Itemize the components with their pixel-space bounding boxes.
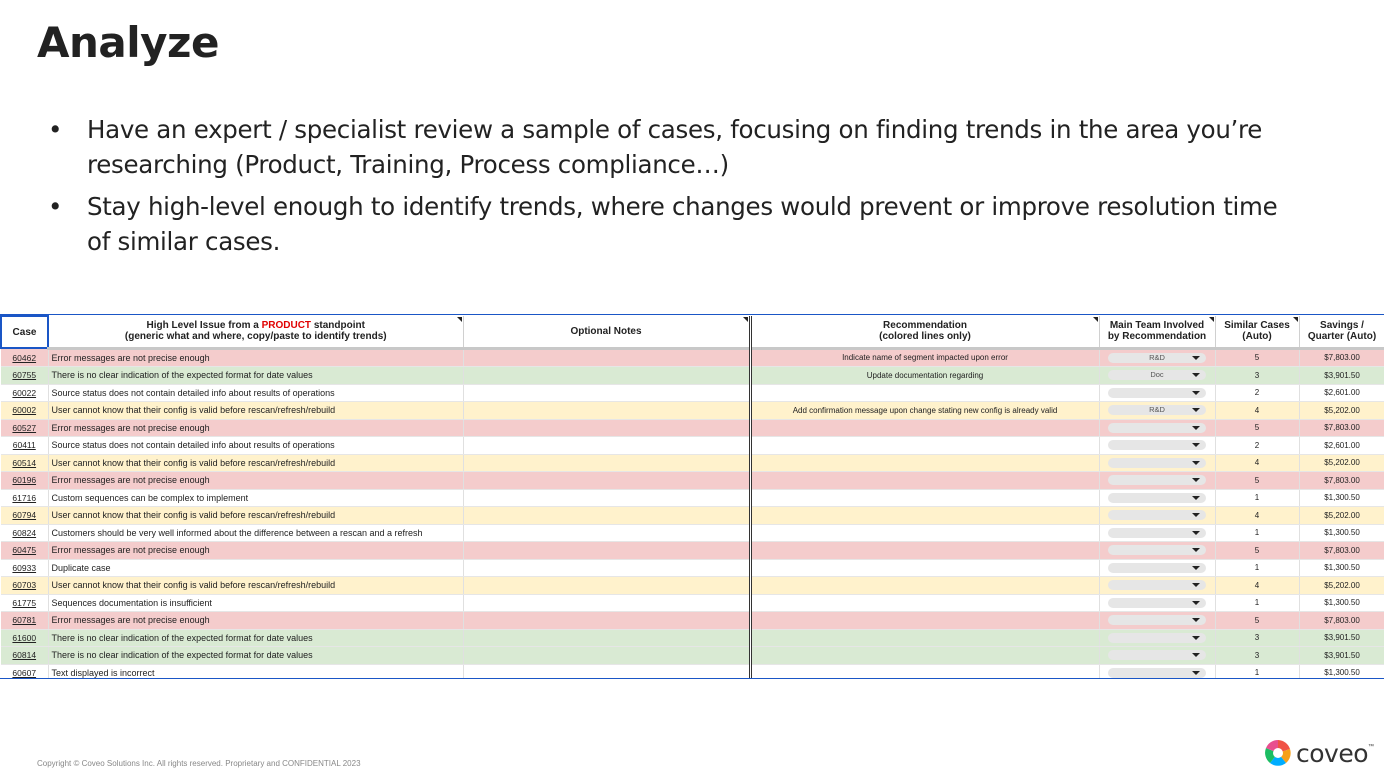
notes-cell[interactable] [463, 454, 750, 472]
recommendation-cell[interactable] [750, 472, 1099, 490]
case-cell[interactable]: 60781 [1, 612, 48, 630]
header-recommendation[interactable] [750, 316, 1099, 348]
table-row[interactable] [1, 629, 1384, 647]
savings-cell: $5,202.00 [1299, 402, 1384, 420]
similar-cases-cell: 3 [1215, 629, 1299, 647]
recommendation-cell[interactable] [750, 507, 1099, 525]
savings-cell: $5,202.00 [1299, 507, 1384, 525]
team-dropdown-value: R&D [1149, 352, 1165, 362]
issue-cell[interactable]: Error messages are not precise enough [48, 472, 463, 490]
bullet-dot: • [48, 115, 63, 144]
team-dropdown[interactable] [1108, 458, 1206, 468]
dropdown-arrow-icon[interactable] [1192, 636, 1200, 640]
team-dropdown[interactable] [1108, 405, 1206, 415]
team-dropdown[interactable] [1108, 510, 1206, 520]
dropdown-arrow-icon[interactable] [1192, 426, 1200, 430]
bullet-dot: • [48, 192, 63, 221]
team-dropdown[interactable] [1108, 528, 1206, 538]
bullet-item [48, 112, 1298, 182]
similar-cases-cell: 1 [1215, 559, 1299, 577]
issue-cell[interactable]: Error messages are not precise enough [48, 348, 463, 367]
savings-cell: $7,803.00 [1299, 542, 1384, 560]
savings-cell: $7,803.00 [1299, 472, 1384, 490]
issue-cell[interactable]: User cannot know that their config is valid before rescan/refresh/rebuild [48, 507, 463, 525]
recommendation-cell[interactable] [750, 437, 1099, 455]
dropdown-arrow-icon[interactable] [1192, 461, 1200, 465]
dropdown-arrow-icon[interactable] [1192, 618, 1200, 622]
header-savings-line2: Quarter (Auto) [1307, 331, 1377, 343]
dropdown-arrow-icon[interactable] [1192, 548, 1200, 552]
issue-cell[interactable]: Source status does not contain detailed info about results of operations [48, 384, 463, 402]
similar-cases-cell: 5 [1215, 612, 1299, 630]
team-dropdown[interactable] [1108, 370, 1206, 380]
table-row[interactable] [1, 647, 1384, 665]
recommendation-cell[interactable] [750, 419, 1099, 437]
trademark-symbol: ™ [1368, 744, 1375, 750]
similar-cases-cell: 5 [1215, 472, 1299, 490]
recommendation-cell[interactable] [750, 647, 1099, 665]
table-row[interactable] [1, 559, 1384, 577]
savings-cell: $1,300.50 [1299, 489, 1384, 507]
issue-cell[interactable]: User cannot know that their config is valid before rescan/refresh/rebuild [48, 577, 463, 595]
team-cell[interactable] [1099, 542, 1215, 560]
issue-cell[interactable]: Error messages are not precise enough [48, 542, 463, 560]
table-header-row [1, 316, 1384, 348]
issue-cell[interactable]: Sequences documentation is insufficient [48, 594, 463, 612]
issue-cell[interactable]: User cannot know that their config is valid before rescan/refresh/rebuild [48, 454, 463, 472]
team-cell[interactable] [1099, 629, 1215, 647]
similar-cases-cell: 3 [1215, 647, 1299, 665]
savings-cell: $5,202.00 [1299, 577, 1384, 595]
issue-cell[interactable]: Error messages are not precise enough [48, 612, 463, 630]
header-issue-post: standpoint [311, 320, 365, 332]
table-row[interactable] [1, 489, 1384, 507]
savings-cell: $7,803.00 [1299, 419, 1384, 437]
header-rec-line2: (colored lines only) [879, 331, 971, 343]
header-savings[interactable] [1299, 316, 1384, 348]
similar-cases-cell: 1 [1215, 664, 1299, 679]
case-cell[interactable]: 60527 [1, 419, 48, 437]
case-cell[interactable]: 60475 [1, 542, 48, 560]
notes-cell[interactable] [463, 367, 750, 385]
dropdown-arrow-icon[interactable] [1192, 443, 1200, 447]
header-rec-line1: Recommendation [883, 320, 967, 332]
header-similar-line2: (Auto) [1242, 331, 1272, 343]
team-cell[interactable] [1099, 437, 1215, 455]
case-cell[interactable]: 61600 [1, 629, 48, 647]
team-dropdown[interactable] [1108, 493, 1206, 503]
case-cell[interactable]: 60514 [1, 454, 48, 472]
issue-cell[interactable]: Duplicate case [48, 559, 463, 577]
dropdown-arrow-icon[interactable] [1192, 391, 1200, 395]
savings-cell: $1,300.50 [1299, 664, 1384, 679]
table-row[interactable] [1, 472, 1384, 490]
case-cell[interactable]: 60411 [1, 437, 48, 455]
spreadsheet [0, 314, 1384, 679]
case-cell[interactable]: 60933 [1, 559, 48, 577]
savings-cell: $3,901.50 [1299, 367, 1384, 385]
header-savings-line1: Savings / [1320, 320, 1364, 332]
team-cell[interactable] [1099, 419, 1215, 437]
savings-cell: $1,300.50 [1299, 559, 1384, 577]
dropdown-arrow-icon[interactable] [1192, 653, 1200, 657]
similar-cases-cell: 2 [1215, 437, 1299, 455]
notes-cell[interactable] [463, 507, 750, 525]
bullet-list [48, 112, 1298, 266]
header-notes-label: Optional Notes [570, 325, 642, 337]
team-dropdown[interactable] [1108, 598, 1206, 608]
issue-cell[interactable]: Custom sequences can be complex to implement [48, 489, 463, 507]
recommendation-cell[interactable] [750, 577, 1099, 595]
team-dropdown[interactable] [1108, 580, 1206, 590]
bullet-item [48, 189, 1298, 259]
table-row[interactable] [1, 419, 1384, 437]
savings-cell: $2,601.00 [1299, 384, 1384, 402]
recommendation-cell[interactable]: Update documentation regarding [750, 367, 1099, 385]
notes-cell[interactable] [463, 524, 750, 542]
header-similar-line1: Similar Cases [1224, 320, 1290, 332]
filter-triangle-icon [743, 317, 748, 322]
notes-cell[interactable] [463, 348, 750, 367]
notes-cell[interactable] [463, 402, 750, 420]
case-cell[interactable]: 60462 [1, 348, 48, 367]
savings-cell: $1,300.50 [1299, 524, 1384, 542]
team-dropdown[interactable] [1108, 388, 1206, 398]
recommendation-cell[interactable] [750, 612, 1099, 630]
table-row[interactable] [1, 402, 1384, 420]
team-cell[interactable] [1099, 402, 1215, 420]
table-body [1, 348, 1384, 679]
table-row[interactable] [1, 542, 1384, 560]
dropdown-arrow-icon[interactable] [1192, 566, 1200, 570]
filter-triangle-icon [1209, 317, 1214, 322]
filter-triangle-icon [457, 317, 462, 322]
issue-cell[interactable]: There is no clear indication of the expected format for date values [48, 367, 463, 385]
team-cell[interactable] [1099, 559, 1215, 577]
team-dropdown[interactable] [1108, 440, 1206, 450]
case-cell[interactable]: 60794 [1, 507, 48, 525]
notes-cell[interactable] [463, 489, 750, 507]
recommendation-cell[interactable] [750, 542, 1099, 560]
case-cell[interactable]: 60607 [1, 664, 48, 679]
case-cell[interactable]: 61775 [1, 594, 48, 612]
team-dropdown-value: R&D [1149, 405, 1165, 415]
notes-cell[interactable] [463, 437, 750, 455]
case-cell[interactable]: 60196 [1, 472, 48, 490]
team-dropdown[interactable] [1108, 650, 1206, 660]
header-case[interactable]: Case [1, 316, 48, 348]
dropdown-arrow-icon[interactable] [1192, 373, 1200, 377]
notes-cell[interactable] [463, 629, 750, 647]
notes-cell[interactable] [463, 577, 750, 595]
team-cell[interactable] [1099, 507, 1215, 525]
case-cell[interactable]: 60824 [1, 524, 48, 542]
slide-title: Analyze [37, 18, 219, 67]
recommendation-cell[interactable] [750, 489, 1099, 507]
team-cell[interactable] [1099, 384, 1215, 402]
table-row[interactable] [1, 437, 1384, 455]
notes-cell[interactable] [463, 419, 750, 437]
case-cell[interactable]: 61716 [1, 489, 48, 507]
team-cell[interactable] [1099, 594, 1215, 612]
coveo-logo [1264, 738, 1374, 768]
notes-cell[interactable] [463, 594, 750, 612]
issue-cell[interactable]: Error messages are not precise enough [48, 419, 463, 437]
filter-triangle-icon [1093, 317, 1098, 322]
dropdown-arrow-icon[interactable] [1192, 356, 1200, 360]
case-cell[interactable]: 60002 [1, 402, 48, 420]
team-dropdown-value: Doc [1150, 370, 1164, 380]
team-dropdown[interactable] [1108, 423, 1206, 433]
dropdown-arrow-icon[interactable] [1192, 601, 1200, 605]
table-row[interactable] [1, 367, 1384, 385]
recommendation-cell[interactable]: Add confirmation message upon change stating new config is already valid [750, 402, 1099, 420]
team-dropdown[interactable] [1108, 615, 1206, 625]
notes-cell[interactable] [463, 612, 750, 630]
recommendation-cell[interactable] [750, 384, 1099, 402]
issue-cell[interactable]: Customers should be very well informed about the difference between a rescan and a refresh [48, 524, 463, 542]
table-row[interactable] [1, 384, 1384, 402]
table-row[interactable] [1, 348, 1384, 367]
notes-cell[interactable] [463, 647, 750, 665]
copyright-notice: Copyright © Coveo Solutions Inc. All rights reserved. Proprietary and CONFIDENTIAL 2023 [37, 759, 361, 768]
dropdown-arrow-icon[interactable] [1192, 496, 1200, 500]
recommendation-cell[interactable] [750, 664, 1099, 679]
similar-cases-cell: 4 [1215, 507, 1299, 525]
issue-cell[interactable]: User cannot know that their config is valid before rescan/refresh/rebuild [48, 402, 463, 420]
team-cell[interactable] [1099, 367, 1215, 385]
savings-cell: $7,803.00 [1299, 348, 1384, 367]
table-row[interactable] [1, 454, 1384, 472]
header-notes[interactable] [463, 316, 750, 348]
team-dropdown[interactable] [1108, 475, 1206, 485]
table-row[interactable] [1, 664, 1384, 679]
savings-cell: $7,803.00 [1299, 612, 1384, 630]
team-cell[interactable] [1099, 472, 1215, 490]
issue-cell[interactable]: Source status does not contain detailed info about results of operations [48, 437, 463, 455]
dropdown-arrow-icon[interactable] [1192, 513, 1200, 517]
recommendation-cell[interactable] [750, 559, 1099, 577]
similar-cases-cell: 5 [1215, 419, 1299, 437]
similar-cases-cell: 4 [1215, 577, 1299, 595]
header-similar-cases[interactable] [1215, 316, 1299, 348]
notes-cell[interactable] [463, 472, 750, 490]
table-row[interactable] [1, 524, 1384, 542]
dropdown-arrow-icon[interactable] [1192, 478, 1200, 482]
header-issue-pre: High Level Issue from a [146, 320, 262, 332]
table-row[interactable] [1, 612, 1384, 630]
header-issue-product: PRODUCT [261, 320, 312, 332]
team-dropdown[interactable] [1108, 545, 1206, 555]
notes-cell[interactable] [463, 384, 750, 402]
header-team-line2: by Recommendation [1107, 331, 1207, 343]
dropdown-arrow-icon[interactable] [1192, 583, 1200, 587]
team-cell[interactable] [1099, 647, 1215, 665]
savings-cell: $3,901.50 [1299, 647, 1384, 665]
table-row[interactable] [1, 507, 1384, 525]
recommendation-cell[interactable] [750, 454, 1099, 472]
team-dropdown[interactable] [1108, 668, 1206, 678]
similar-cases-cell: 3 [1215, 367, 1299, 385]
dropdown-arrow-icon[interactable] [1192, 671, 1200, 675]
case-cell[interactable]: 60755 [1, 367, 48, 385]
team-cell[interactable] [1099, 524, 1215, 542]
header-team-line1: Main Team Involved [1109, 320, 1205, 332]
case-cell[interactable]: 60703 [1, 577, 48, 595]
header-issue[interactable] [48, 316, 463, 348]
team-cell[interactable] [1099, 577, 1215, 595]
similar-cases-cell: 2 [1215, 384, 1299, 402]
team-dropdown[interactable] [1108, 633, 1206, 643]
notes-cell[interactable] [463, 542, 750, 560]
issue-cell[interactable]: There is no clear indication of the expected format for date values [48, 647, 463, 665]
savings-cell: $1,300.50 [1299, 594, 1384, 612]
similar-cases-cell: 1 [1215, 489, 1299, 507]
coveo-logo-text: coveo [1296, 738, 1369, 768]
similar-cases-cell: 1 [1215, 524, 1299, 542]
filter-triangle-icon [1293, 317, 1298, 322]
savings-cell: $2,601.00 [1299, 437, 1384, 455]
recommendation-cell[interactable]: Indicate name of segment impacted upon error [750, 348, 1099, 367]
savings-cell: $5,202.00 [1299, 454, 1384, 472]
team-dropdown[interactable] [1108, 353, 1206, 363]
dropdown-arrow-icon[interactable] [1192, 408, 1200, 412]
recommendation-cell[interactable] [750, 629, 1099, 647]
table-row[interactable] [1, 577, 1384, 595]
notes-cell[interactable] [463, 559, 750, 577]
savings-cell: $3,901.50 [1299, 629, 1384, 647]
bullet-text: Stay high-level enough to identify trends, where changes would prevent or improve resolution time of similar cases. [87, 192, 1278, 256]
similar-cases-cell: 5 [1215, 542, 1299, 560]
case-cell[interactable]: 60022 [1, 384, 48, 402]
recommendation-cell[interactable] [750, 594, 1099, 612]
dropdown-arrow-icon[interactable] [1192, 531, 1200, 535]
team-cell[interactable] [1099, 489, 1215, 507]
similar-cases-cell: 5 [1215, 348, 1299, 367]
team-cell[interactable] [1099, 664, 1215, 679]
team-cell[interactable] [1099, 348, 1215, 367]
issue-cell[interactable]: Text displayed is incorrect [48, 664, 463, 679]
case-review-table [0, 315, 1384, 679]
recommendation-cell[interactable] [750, 524, 1099, 542]
notes-cell[interactable] [463, 664, 750, 679]
issue-cell[interactable]: There is no clear indication of the expected format for date values [48, 629, 463, 647]
header-issue-sub: (generic what and where, copy/paste to identify trends) [124, 331, 387, 343]
case-cell[interactable]: 60814 [1, 647, 48, 665]
team-cell[interactable] [1099, 612, 1215, 630]
header-team[interactable] [1099, 316, 1215, 348]
team-cell[interactable] [1099, 454, 1215, 472]
coveo-logo-icon [1264, 739, 1292, 767]
similar-cases-cell: 4 [1215, 454, 1299, 472]
similar-cases-cell: 4 [1215, 402, 1299, 420]
table-row[interactable] [1, 594, 1384, 612]
similar-cases-cell: 1 [1215, 594, 1299, 612]
bullet-text: Have an expert / specialist review a sample of cases, focusing on finding trends in the area you’re researching (Product, Training, Process compliance…) [87, 115, 1263, 179]
team-dropdown[interactable] [1108, 563, 1206, 573]
